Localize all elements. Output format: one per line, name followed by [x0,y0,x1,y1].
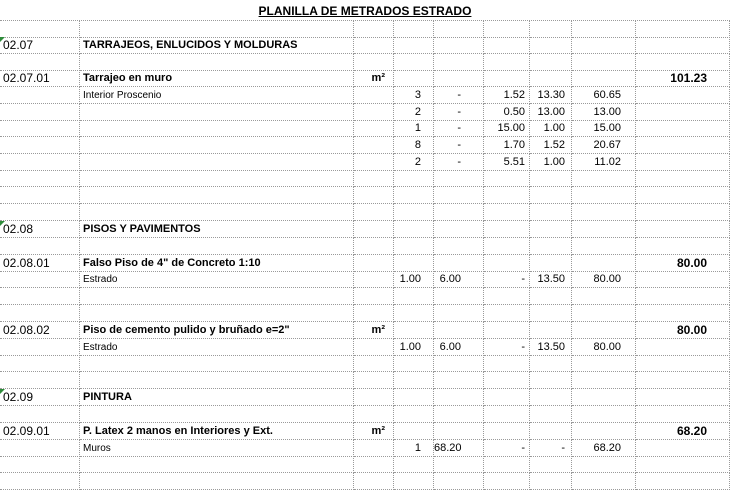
quantity-cell[interactable] [394,170,434,187]
partial-cell[interactable] [572,473,636,490]
item-code-cell[interactable]: 02.07 [0,37,80,54]
width-cell[interactable] [484,238,530,255]
description-cell[interactable]: Muros [80,440,354,457]
length-cell[interactable]: - [434,104,484,121]
unit-cell[interactable] [354,120,394,137]
height-cell[interactable] [530,473,572,490]
partial-cell[interactable] [572,204,636,221]
unit-cell[interactable] [354,305,394,322]
partial-cell[interactable]: 80.00 [572,271,636,288]
table-row [0,120,730,137]
partial-cell[interactable] [572,322,636,339]
total-cell[interactable] [636,473,730,490]
total-cell[interactable] [636,372,730,389]
quantity-cell[interactable]: 1 [394,120,434,137]
table-row [0,372,730,389]
item-code-cell[interactable] [0,187,80,204]
description-cell[interactable]: TARRAJEOS, ENLUCIDOS Y MOLDURAS [80,37,354,54]
height-cell[interactable]: 1.00 [530,154,572,171]
total-cell[interactable] [636,288,730,305]
length-cell[interactable] [434,204,484,221]
table-row [0,423,730,440]
item-code-cell[interactable]: 02.09 [0,389,80,406]
unit-cell[interactable] [354,87,394,104]
length-cell[interactable] [434,322,484,339]
description-cell[interactable] [80,305,354,322]
length-cell[interactable] [434,473,484,490]
quantity-cell[interactable]: 3 [394,87,434,104]
height-cell[interactable] [530,70,572,87]
table-row [0,221,730,238]
height-cell[interactable] [530,406,572,423]
unit-cell[interactable]: m² [354,322,394,339]
height-cell[interactable] [530,238,572,255]
total-cell[interactable] [636,389,730,406]
partial-cell[interactable] [572,355,636,372]
height-cell[interactable]: - [530,440,572,457]
item-code-cell[interactable] [0,355,80,372]
total-cell[interactable] [636,170,730,187]
sheet-title: PLANILLA DE METRADOS ESTRADO [258,4,472,18]
height-cell[interactable]: 13.00 [530,104,572,121]
quantity-cell[interactable] [394,473,434,490]
width-cell[interactable] [484,305,530,322]
description-cell[interactable]: Estrado [80,339,354,356]
quantity-cell[interactable] [394,204,434,221]
unit-cell[interactable] [354,372,394,389]
unit-cell[interactable] [354,255,394,272]
partial-cell[interactable] [572,423,636,440]
item-code-cell[interactable] [0,372,80,389]
partial-cell[interactable] [572,372,636,389]
length-cell[interactable] [434,70,484,87]
description-cell[interactable]: P. Latex 2 manos en Interiores y Ext. [80,423,354,440]
length-cell[interactable] [434,221,484,238]
width-cell[interactable]: 0.50 [484,104,530,121]
item-code-cell[interactable]: 02.08.01 [0,255,80,272]
item-code-cell[interactable] [0,473,80,490]
table-row [0,154,730,171]
description-cell[interactable] [80,355,354,372]
table-row [0,271,730,288]
partial-cell[interactable] [572,170,636,187]
table-row [0,170,730,187]
description-cell[interactable]: Interior Proscenio [80,87,354,104]
unit-cell[interactable] [354,104,394,121]
width-cell[interactable]: - [484,271,530,288]
description-cell[interactable] [80,187,354,204]
item-code-cell[interactable] [0,120,80,137]
unit-cell[interactable] [354,137,394,154]
height-cell[interactable] [530,372,572,389]
partial-cell[interactable]: 60.65 [572,87,636,104]
width-cell[interactable] [484,456,530,473]
quantity-cell[interactable] [394,70,434,87]
unit-cell[interactable] [354,473,394,490]
item-code-cell[interactable]: 02.08 [0,221,80,238]
unit-cell[interactable] [354,238,394,255]
length-cell[interactable] [434,54,484,71]
partial-cell[interactable] [572,187,636,204]
width-cell[interactable] [484,221,530,238]
height-cell[interactable] [530,355,572,372]
item-code-cell[interactable]: 02.08.02 [0,322,80,339]
length-cell[interactable] [434,389,484,406]
item-code-cell[interactable] [0,440,80,457]
total-cell[interactable] [636,440,730,457]
quantity-cell[interactable] [394,255,434,272]
height-cell[interactable]: 13.50 [530,271,572,288]
description-cell[interactable]: Estrado [80,271,354,288]
description-cell[interactable] [80,170,354,187]
quantity-cell[interactable]: 2 [394,154,434,171]
description-cell[interactable]: Tarrajeo en muro [80,70,354,87]
total-cell[interactable] [636,154,730,171]
quantity-cell[interactable] [394,54,434,71]
total-cell[interactable] [636,37,730,54]
quantity-cell[interactable] [394,389,434,406]
quantity-cell[interactable]: 1.00 [394,339,434,356]
width-cell[interactable] [484,255,530,272]
partial-cell[interactable] [572,389,636,406]
comment-indicator-icon [0,221,5,226]
table-row [0,37,730,54]
total-cell[interactable] [636,238,730,255]
partial-cell[interactable]: 80.00 [572,339,636,356]
quantity-cell[interactable]: 1 [394,440,434,457]
height-cell[interactable]: 1.52 [530,137,572,154]
description-cell[interactable] [80,372,354,389]
description-cell[interactable] [80,238,354,255]
description-cell[interactable] [80,473,354,490]
quantity-cell[interactable] [394,37,434,54]
total-cell[interactable] [636,305,730,322]
total-cell[interactable] [636,204,730,221]
unit-cell[interactable] [354,355,394,372]
partial-cell[interactable] [572,21,636,38]
width-cell[interactable] [484,322,530,339]
table-row [0,305,730,322]
unit-cell[interactable] [354,389,394,406]
description-cell[interactable] [80,456,354,473]
table-row [0,255,730,272]
length-cell[interactable] [434,423,484,440]
table-row [0,355,730,372]
quantity-cell[interactable] [394,406,434,423]
unit-cell[interactable] [354,37,394,54]
height-cell[interactable]: 1.00 [530,120,572,137]
length-cell[interactable] [434,355,484,372]
width-cell[interactable]: 1.70 [484,137,530,154]
total-cell[interactable] [636,54,730,71]
height-cell[interactable]: 13.50 [530,339,572,356]
length-cell[interactable] [434,187,484,204]
length-cell[interactable] [434,170,484,187]
total-cell[interactable]: 80.00 [636,255,730,272]
description-cell[interactable] [80,154,354,171]
unit-cell[interactable] [354,54,394,71]
width-cell[interactable] [484,204,530,221]
item-code-cell[interactable] [0,21,80,38]
width-cell[interactable]: 5.51 [484,154,530,171]
table-row [0,54,730,71]
unit-cell[interactable] [354,221,394,238]
length-cell[interactable] [434,288,484,305]
height-cell[interactable]: 13.30 [530,87,572,104]
table-row [0,288,730,305]
width-cell[interactable] [484,389,530,406]
width-cell[interactable] [484,288,530,305]
total-cell[interactable] [636,456,730,473]
item-code-cell[interactable] [0,87,80,104]
width-cell[interactable]: - [484,440,530,457]
height-cell[interactable] [530,187,572,204]
table-row [0,440,730,457]
item-code-cell[interactable] [0,271,80,288]
partial-cell[interactable] [572,288,636,305]
width-cell[interactable] [484,37,530,54]
table-row [0,238,730,255]
partial-cell[interactable] [572,37,636,54]
item-code-cell[interactable] [0,54,80,71]
quantity-cell[interactable] [394,21,434,38]
total-cell[interactable] [636,137,730,154]
total-cell[interactable] [636,271,730,288]
width-cell[interactable] [484,473,530,490]
description-cell[interactable]: Falso Piso de 4" de Concreto 1:10 [80,255,354,272]
total-cell[interactable] [636,87,730,104]
width-cell[interactable] [484,21,530,38]
total-cell[interactable] [636,104,730,121]
quantity-cell[interactable] [394,322,434,339]
item-code-cell[interactable] [0,238,80,255]
width-cell[interactable] [484,70,530,87]
quantity-cell[interactable] [394,238,434,255]
unit-cell[interactable] [354,456,394,473]
table-row [0,339,730,356]
unit-cell[interactable] [354,288,394,305]
table-row [0,204,730,221]
quantity-cell[interactable] [394,221,434,238]
partial-cell[interactable] [572,70,636,87]
total-cell[interactable] [636,187,730,204]
description-cell[interactable] [80,288,354,305]
length-cell[interactable] [434,406,484,423]
comment-indicator-icon [0,37,5,42]
width-cell[interactable]: 1.52 [484,87,530,104]
width-cell[interactable] [484,54,530,71]
item-code-cell[interactable] [0,305,80,322]
partial-cell[interactable]: 11.02 [572,154,636,171]
comment-indicator-icon [0,389,5,394]
partial-cell[interactable]: 20.67 [572,137,636,154]
table-row [0,104,730,121]
length-cell[interactable] [434,255,484,272]
height-cell[interactable] [530,221,572,238]
table-row [0,406,730,423]
unit-cell[interactable] [354,170,394,187]
total-cell[interactable] [636,221,730,238]
length-cell[interactable]: 6.00 [434,339,484,356]
description-cell[interactable] [80,54,354,71]
unit-cell[interactable] [354,204,394,221]
description-cell[interactable]: PISOS Y PAVIMENTOS [80,221,354,238]
description-cell[interactable] [80,104,354,121]
total-cell[interactable]: 68.20 [636,423,730,440]
item-code-cell[interactable]: 02.07.01 [0,70,80,87]
item-code-cell[interactable]: 02.09.01 [0,423,80,440]
unit-cell[interactable] [354,187,394,204]
table-row [0,21,730,38]
quantity-cell[interactable] [394,423,434,440]
quantity-cell[interactable]: 1.00 [394,271,434,288]
quantity-cell[interactable] [394,372,434,389]
height-cell[interactable] [530,456,572,473]
total-cell[interactable] [636,21,730,38]
length-cell[interactable]: 68.20 [434,440,484,457]
table-row [0,456,730,473]
table-row [0,389,730,406]
length-cell[interactable] [434,238,484,255]
quantity-cell[interactable] [394,288,434,305]
width-cell[interactable] [484,406,530,423]
table-row [0,137,730,154]
unit-cell[interactable] [354,154,394,171]
quantity-cell[interactable] [394,305,434,322]
height-cell[interactable] [530,204,572,221]
item-code-cell[interactable] [0,406,80,423]
height-cell[interactable] [530,423,572,440]
length-cell[interactable] [434,305,484,322]
unit-cell[interactable] [354,339,394,356]
partial-cell[interactable] [572,54,636,71]
unit-cell[interactable]: m² [354,70,394,87]
height-cell[interactable] [530,255,572,272]
partial-cell[interactable] [572,221,636,238]
width-cell[interactable]: 15.00 [484,120,530,137]
height-cell[interactable] [530,305,572,322]
description-cell[interactable] [80,120,354,137]
length-cell[interactable] [434,21,484,38]
total-cell[interactable] [636,339,730,356]
item-code-cell[interactable] [0,204,80,221]
partial-cell[interactable]: 15.00 [572,120,636,137]
length-cell[interactable]: - [434,137,484,154]
description-cell[interactable]: PINTURA [80,389,354,406]
height-cell[interactable] [530,37,572,54]
table-row [0,87,730,104]
length-cell[interactable] [434,372,484,389]
width-cell[interactable] [484,355,530,372]
width-cell[interactable] [484,372,530,389]
item-code-cell[interactable] [0,104,80,121]
total-cell[interactable] [636,120,730,137]
item-code-cell[interactable] [0,170,80,187]
width-cell[interactable] [484,423,530,440]
total-cell[interactable]: 80.00 [636,322,730,339]
item-code-cell[interactable] [0,339,80,356]
item-code-cell[interactable] [0,137,80,154]
partial-cell[interactable] [572,456,636,473]
unit-cell[interactable] [354,440,394,457]
length-cell[interactable]: - [434,154,484,171]
unit-cell[interactable] [354,406,394,423]
description-cell[interactable] [80,137,354,154]
partial-cell[interactable] [572,406,636,423]
description-cell[interactable] [80,406,354,423]
partial-cell[interactable] [572,305,636,322]
length-cell[interactable]: - [434,87,484,104]
unit-cell[interactable] [354,21,394,38]
height-cell[interactable] [530,389,572,406]
width-cell[interactable] [484,187,530,204]
partial-cell[interactable]: 68.20 [572,440,636,457]
unit-cell[interactable] [354,271,394,288]
partial-cell[interactable]: 13.00 [572,104,636,121]
length-cell[interactable]: 6.00 [434,271,484,288]
quantity-cell[interactable] [394,187,434,204]
height-cell[interactable] [530,322,572,339]
length-cell[interactable]: - [434,120,484,137]
unit-cell[interactable]: m² [354,423,394,440]
height-cell[interactable] [530,170,572,187]
item-code-cell[interactable] [0,154,80,171]
description-cell[interactable]: Piso de cemento pulido y bruñado e=2" [80,322,354,339]
table-row [0,70,730,87]
description-cell[interactable] [80,204,354,221]
total-cell[interactable] [636,355,730,372]
quantity-cell[interactable]: 2 [394,104,434,121]
table-row [0,473,730,490]
quantity-cell[interactable] [394,355,434,372]
length-cell[interactable] [434,456,484,473]
width-cell[interactable]: - [484,339,530,356]
height-cell[interactable] [530,288,572,305]
description-cell[interactable] [80,21,354,38]
table-row [0,322,730,339]
quantity-cell[interactable]: 8 [394,137,434,154]
partial-cell[interactable] [572,255,636,272]
item-code-cell[interactable] [0,288,80,305]
total-cell[interactable] [636,406,730,423]
table-row [0,187,730,204]
item-code-cell[interactable] [0,456,80,473]
partial-cell[interactable] [572,238,636,255]
height-cell[interactable] [530,21,572,38]
width-cell[interactable] [484,170,530,187]
length-cell[interactable] [434,37,484,54]
quantity-cell[interactable] [394,456,434,473]
height-cell[interactable] [530,54,572,71]
total-cell[interactable]: 101.23 [636,70,730,87]
